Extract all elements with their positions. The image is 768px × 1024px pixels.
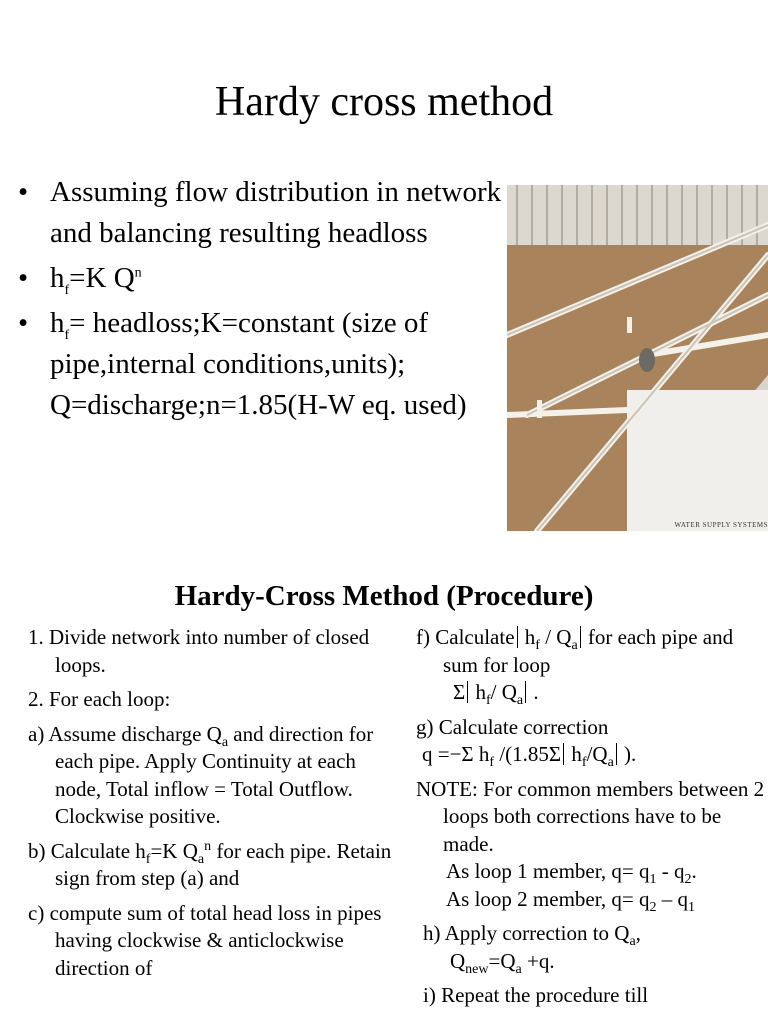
formula-text: $h_f=K$ $Q^n$: [50, 262, 142, 298]
step-a: a) Assume discharge $Q_a$ and direction for each pipe. Apply Continuity at each node, Total inflow = Total Outflow. Clockwise positive.: [28, 721, 374, 828]
step-c: c) compute sum of total head loss in pipes having clockwise & anticlockwise direction of: [28, 900, 382, 980]
bullet-text: Assuming flow distribution in network and balancing resulting headloss: [50, 176, 502, 249]
procedure-title: Hardy-Cross Method (Procedure): [174, 580, 594, 612]
pipe-network-photo: [507, 185, 768, 531]
photo-caption: WATER SUPPLY SYSTEMS: [674, 521, 768, 529]
correction-formula: q =−Σ $h_f$ /(1.85Σ $h_f/Q_a$ ).: [422, 742, 637, 771]
bullet-list: [18, 172, 518, 430]
step-f: f) Calculate $h_f / Q_a$ for each pipe and sum for loop Σ $h_f/$ $Q_a$ .: [416, 625, 734, 709]
procedure-right-column: [416, 624, 768, 1017]
bullet-dot: •: [18, 262, 29, 294]
note-text: NOTE: For common members between 2 loops both corrections have to be made.: [416, 776, 765, 856]
bullet-dot: •: [18, 307, 29, 339]
step-g: g) Calculate correction: [416, 714, 609, 739]
slide-title: Hardy cross method: [214, 79, 554, 125]
procedure-left-column: [28, 624, 396, 989]
definition-text: $h_f=$ headloss;K=constant (size of pipe,internal conditions,units); Q=discharge;n=1.85(H-W eq. used): [50, 307, 467, 421]
loop2-correction: As loop 2 member, $q= q_2 - q_1$: [446, 886, 695, 915]
pipe-network-illustration: [507, 185, 768, 531]
step-1: 1. Divide network into number of closed loops.: [28, 625, 370, 677]
step-i: i) Repeat the procedure till: [423, 983, 649, 1007]
loop1-correction: As loop 1 member, $q= q_1 - q_2$.: [446, 859, 697, 888]
step-h: h) Apply correction to $Q_a$, $Q_{new}=Q_a +q$.: [423, 921, 641, 977]
bullet-item: [18, 303, 518, 426]
slide-2: [0, 560, 768, 1024]
bullet-item: [18, 258, 518, 299]
bullet-item: [18, 172, 518, 254]
bullet-dot: •: [18, 176, 29, 208]
step-2: 2. For each loop:: [28, 687, 171, 711]
step-b: b) Calculate $h_f=K$ $Q_a^n$ for each pipe. Retain sign from step (a) and: [28, 838, 392, 890]
